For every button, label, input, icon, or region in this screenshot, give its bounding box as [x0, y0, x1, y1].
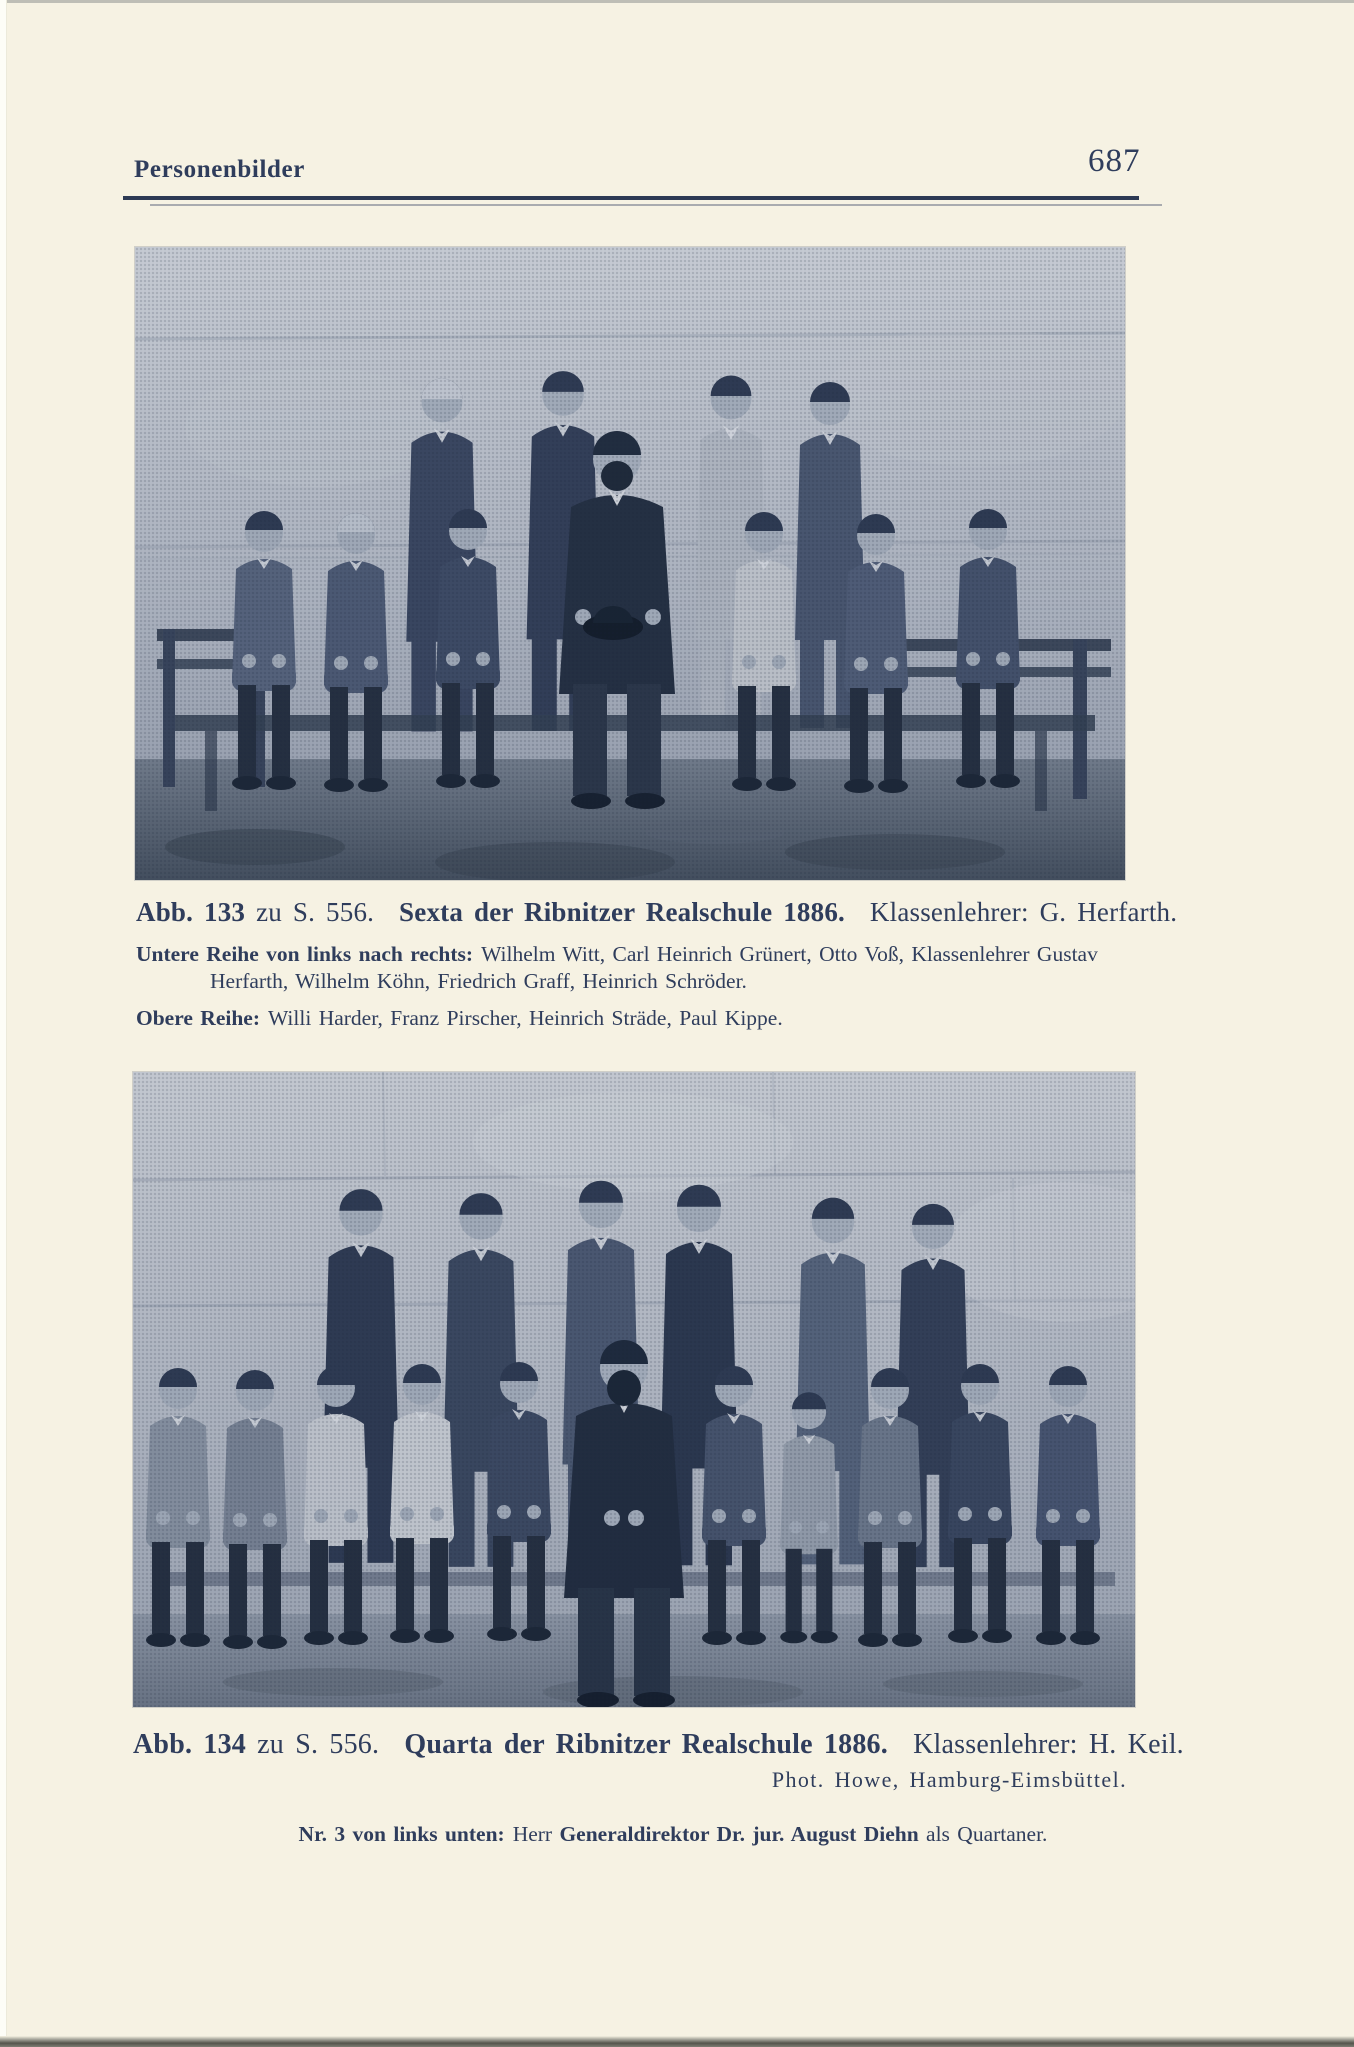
class-photo-quarta-1886: [133, 1072, 1135, 1707]
figure2-teacher: Klassenlehrer: H. Keil.: [913, 1729, 1184, 1760]
page-number: 687: [1088, 143, 1141, 179]
class-photo-quarta-illustration: [133, 1072, 1135, 1707]
class-photo-sexta-1886: [135, 247, 1125, 880]
note-regular2: als Quartaner.: [926, 1822, 1048, 1846]
figure2-title: Quarta der Ribnitzer Realschule 1886.: [404, 1729, 888, 1760]
figure1-caption-line: [136, 897, 1178, 928]
scan-top-edge: [0, 0, 1354, 3]
figure1-teacher: Klassenlehrer: G. Herfarth.: [869, 897, 1178, 927]
upper-row-label: Obere Reihe:: [136, 1006, 260, 1031]
lower-row-names: Wilhelm Witt, Carl Heinrich Grünert, Otto Voß, Klassenlehrer Gustav Herfarth, Wilhelm Köhn, Friedrich Graff, Heinrich Schröder.: [210, 942, 1098, 994]
figure1-caption: [136, 897, 1178, 1032]
figure1-upper-row-names: [136, 1005, 1172, 1032]
figure2-caption-line: [133, 1729, 1184, 1761]
note-person: Generaldirektor Dr. jur. August Diehn: [559, 1822, 919, 1846]
figure2-note: [193, 1822, 1153, 1847]
photo-credit: Phot. Howe, Hamburg-Eimsbüttel.: [771, 1767, 1127, 1792]
scan-left-edge: [0, 0, 7, 2047]
note-regular1: Herr: [512, 1822, 553, 1846]
running-header-title: Personenbilder: [134, 156, 305, 183]
lower-row-label: Untere Reihe von links nach rechts:: [136, 942, 474, 966]
figure2-page-ref: zu S. 556.: [257, 1729, 380, 1760]
header-rule-thick: [123, 196, 1139, 200]
header-rule-thin: [150, 204, 1162, 206]
scan-bottom-edge: [0, 2036, 1354, 2047]
figure1-lower-row-names: [136, 941, 1172, 995]
class-photo-sexta-illustration: [135, 247, 1125, 880]
figure1-title: Sexta der Ribnitzer Realschule 1886.: [399, 897, 845, 927]
figure1-number: Abb. 133: [136, 897, 246, 927]
upper-row-names: Willi Harder, Franz Pirscher, Heinrich Sträde, Paul Kippe.: [268, 1006, 783, 1031]
figure2-number: Abb. 134: [133, 1729, 246, 1760]
figure2-caption: [133, 1729, 1184, 1793]
figure1-page-ref: zu S. 556.: [256, 897, 375, 927]
note-label: Nr. 3 von links unten:: [298, 1822, 505, 1846]
